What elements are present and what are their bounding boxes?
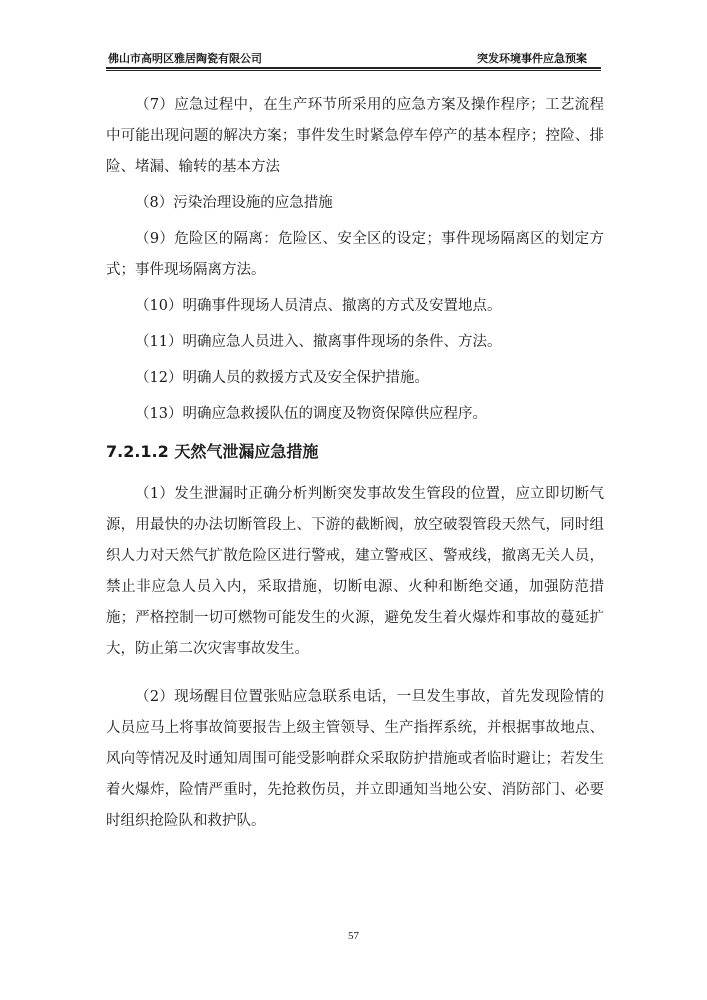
paragraph-item-9: （9）危险区的隔离：危险区、安全区的设定；事件现场隔离区的划定方式；事件现场隔离方法。 [106, 231, 604, 278]
paragraph-item-8: （8）污染治理设施的应急措施 [135, 195, 333, 211]
page-header [106, 46, 601, 66]
header-document-title: 突发环境事件应急预案 [477, 52, 587, 65]
header-company: 佛山市高明区雅居陶瓷有限公司 [108, 52, 262, 65]
paragraph-item-10: （10）明确事件现场人员清点、撤离的方式及安置地点。 [135, 298, 502, 314]
paragraph-item-7: （7）应急过程中，在生产环节所采用的应急方案及操作程序；工艺流程中可能出现问题的解决方案；事件发生时紧急停车停产的基本程序；控险、排险、堵漏、输转的基本方法 [106, 97, 604, 175]
paragraph-item-13: （13）明确应急救援队伍的调度及物资保障供应程序。 [135, 406, 487, 422]
header-rule-thin [106, 70, 601, 71]
paragraph-measure-2: （2）现场醒目位置张贴应急联系电话，一旦发生事故，首先发现险情的人员应马上将事故简要报告上级主管领导、生产指挥系统，并根据事故地点、风向等情况及时通知周围可能受影响群众采取防护措施或者临时避让；若发生着火爆炸，险情严重时，先抢救伤员，并立即通知当地公安、消防部门、必要时组织抢险队和救护队。 [106, 689, 604, 829]
page-body [106, 90, 604, 842]
page-number: 57 [348, 930, 359, 942]
paragraph-item-11: （11）明确应急人员进入、撤离事件现场的条件、方法。 [135, 334, 502, 350]
paragraph-measure-1: （1）发生泄漏时正确分析判断突发事故发生管段的位置，应立即切断气源，用最快的办法切断管段上、下游的截断阀，放空破裂管段天然气，同时组织人力对天然气扩散危险区进行警戒，建立警戒区、警戒线，撤离无关人员，禁止非应急人员入内，采取措施，切断电源、火种和断绝交通，加强防范措施；严格控制一切可燃物可能发生的火源，避免发生着火爆炸和事故的蔓延扩大，防止第二次灾害事故发生。 [106, 486, 604, 657]
header-rule [106, 67, 601, 69]
section-heading: 7.2.1.2 天然气泄漏应急措施 [106, 442, 319, 461]
paragraph-item-12: （12）明确人员的救援方式及安全保护措施。 [135, 370, 429, 386]
